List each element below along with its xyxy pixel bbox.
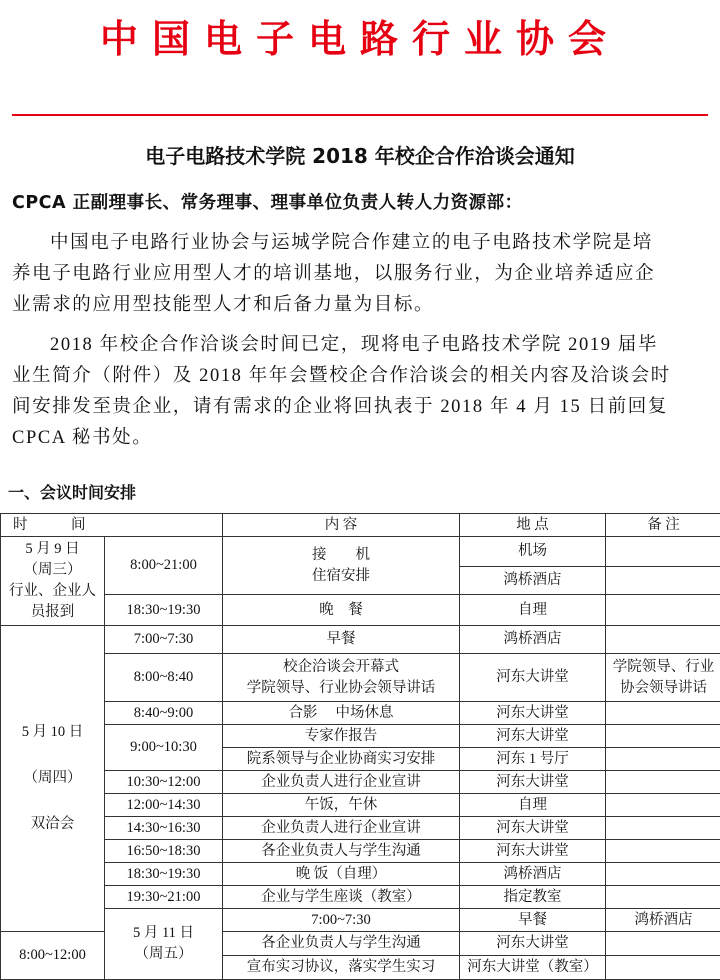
- location-cell: 鸿桥酒店: [460, 863, 606, 886]
- time-cell: 16:50~18:30: [105, 840, 223, 863]
- remark-cell: [606, 771, 720, 794]
- location-cell: 指定教室: [460, 886, 606, 909]
- time-cell: 7:00~7:30: [105, 626, 223, 654]
- location-cell: 河东大讲堂: [460, 771, 606, 794]
- content-cell: 校企洽谈会开幕式 学院领导、行业协会领导讲话: [223, 654, 460, 702]
- time-cell: 19:30~21:00: [105, 886, 223, 909]
- time-cell: 18:30~19:30: [105, 863, 223, 886]
- table-row: [1, 702, 720, 725]
- content-cell: 各企业负责人与学生沟通: [223, 840, 460, 863]
- table-row: [1, 595, 720, 626]
- location-cell: 河东大讲堂: [460, 725, 606, 748]
- content-cell: 宣布实习协议，落实学生实习: [223, 956, 460, 980]
- date-cell: 5 月 11 日 （周五）: [105, 909, 223, 980]
- table-row: [1, 794, 720, 817]
- paragraph-line: 间安排发至贵企业，请有需求的企业将回执表于 2018 年 4 月 15 日前回复: [12, 392, 712, 423]
- remark-cell: [606, 595, 720, 626]
- location-cell: 河东大讲堂: [460, 817, 606, 840]
- location-cell: 河东大讲堂: [460, 702, 606, 725]
- table-row: [1, 840, 720, 863]
- remark-cell: [606, 702, 720, 725]
- organization-name: 中国电子电路行业协会: [0, 8, 720, 63]
- content-cell: 早餐: [223, 626, 460, 654]
- location-cell: 鸿桥酒店: [606, 909, 720, 932]
- location-cell: 机场: [460, 537, 606, 567]
- section-heading: 一、会议时间安排: [8, 480, 136, 503]
- remark-cell: [606, 794, 720, 817]
- date-cell: 5 月 10 日 （周四） 双洽会: [1, 626, 105, 932]
- remark-cell: [606, 817, 720, 840]
- table-row: [1, 886, 720, 909]
- paragraph-line: 业生简介（附件）及 2018 年年会暨校企合作洽谈会的相关内容及洽谈会时: [12, 361, 712, 392]
- paragraph-line: 业需求的应用型技能型人才和后备力量为目标。: [12, 290, 712, 321]
- red-divider: [12, 114, 708, 116]
- remark-cell: [606, 956, 720, 980]
- table-row: [1, 626, 720, 654]
- location-cell: 河东大讲堂: [460, 654, 606, 702]
- header-location: 地 点: [460, 514, 606, 537]
- location-cell: 自理: [460, 595, 606, 626]
- location-cell: 河东 1 号厅: [460, 748, 606, 771]
- time-cell: 12:00~14:30: [105, 794, 223, 817]
- remark-cell: [606, 626, 720, 654]
- time-cell: 8:00~21:00: [105, 537, 223, 595]
- paragraph-line: 2018 年校企合作洽谈会时间已定，现将电子电路技术学院 2019 届毕: [12, 330, 712, 361]
- remark-cell: [606, 725, 720, 748]
- content-cell: 晚 餐: [223, 595, 460, 626]
- content-cell: 早餐: [460, 909, 606, 932]
- table-row: [1, 863, 720, 886]
- time-cell: 18:30~19:30: [105, 595, 223, 626]
- time-cell: 10:30~12:00: [105, 771, 223, 794]
- header-remark: 备 注: [606, 514, 720, 537]
- paragraph-line: 中国电子电路行业协会与运城学院合作建立的电子电路技术学院是培: [12, 228, 712, 259]
- notice-title: 电子电路技术学院 2018 年校企合作洽谈会通知: [0, 140, 720, 169]
- content-cell: 企业负责人进行企业宣讲: [223, 771, 460, 794]
- table-row: [1, 654, 720, 702]
- date-cell: 5 月 9 日 （周三） 行业、企业人员报到: [1, 537, 105, 626]
- time-cell: 7:00~7:30: [223, 909, 460, 932]
- content-cell: 晚 饭（自理）: [223, 863, 460, 886]
- time-cell: 8:40~9:00: [105, 702, 223, 725]
- remark-cell: [606, 537, 720, 567]
- header-time: 时 间: [1, 514, 223, 537]
- content-cell: 专家作报告: [223, 725, 460, 748]
- schedule-table: [0, 513, 720, 980]
- content-cell: 企业与学生座谈（教室）: [223, 886, 460, 909]
- table-row: [1, 725, 720, 748]
- content-cell: 各企业负责人与学生沟通: [223, 932, 460, 956]
- location-cell: 鸿桥酒店: [460, 567, 606, 595]
- content-cell: 企业负责人进行企业宣讲: [223, 817, 460, 840]
- location-cell: 自理: [460, 794, 606, 817]
- content-cell: 午饭，午休: [223, 794, 460, 817]
- location-cell: 河东大讲堂（教室）: [460, 956, 606, 980]
- location-cell: 鸿桥酒店: [460, 626, 606, 654]
- table-row: [1, 771, 720, 794]
- time-cell: 8:00~12:00: [1, 932, 105, 980]
- location-cell: 河东大讲堂: [460, 932, 606, 956]
- remark-cell: [606, 886, 720, 909]
- notice-body: [12, 188, 712, 454]
- table-row: [1, 817, 720, 840]
- content-cell: 院系领导与企业协商实习安排: [223, 748, 460, 771]
- paragraph-line: 养电子电路行业应用型人才的培训基地，以服务行业，为企业培养适应企: [12, 259, 712, 290]
- remark-cell: 学院领导、行业协会领导讲话: [606, 654, 720, 702]
- time-cell: 9:00~10:30: [105, 725, 223, 771]
- table-row: [1, 909, 720, 932]
- time-cell: 8:00~8:40: [105, 654, 223, 702]
- time-cell: 14:30~16:30: [105, 817, 223, 840]
- table-header-row: [1, 514, 720, 537]
- paragraph-line: CPCA 秘书处。: [12, 423, 712, 454]
- content-cell: 接 机 住宿安排: [223, 537, 460, 595]
- salutation: CPCA 正副理事长、常务理事、理事单位负责人转人力资源部：: [12, 188, 712, 219]
- table-row: [1, 537, 720, 567]
- remark-cell: [606, 748, 720, 771]
- remark-cell: [606, 863, 720, 886]
- remark-cell: [606, 840, 720, 863]
- remark-cell: [606, 567, 720, 595]
- remark-cell: [606, 932, 720, 956]
- header-content: 内 容: [223, 514, 460, 537]
- content-cell: 合影 中场休息: [223, 702, 460, 725]
- location-cell: 河东大讲堂: [460, 840, 606, 863]
